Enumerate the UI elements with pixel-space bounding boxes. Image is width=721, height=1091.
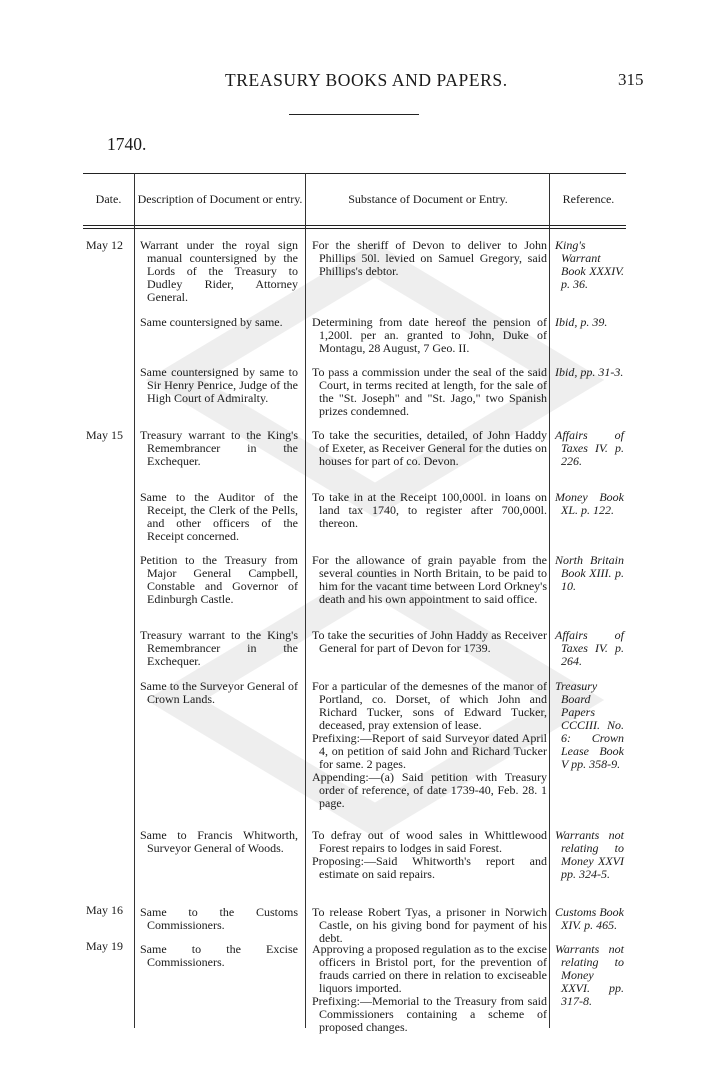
entry-description: Same to the Auditor of the Receipt, the Clerk of the Pells, and other officers of the Receipt concerned. — [140, 490, 298, 543]
column-header-description: Description of Document or entry. — [137, 191, 303, 206]
entry-description: Treasury warrant to the King's Remembrancer in the Exchequer. — [140, 628, 298, 668]
entry-reference: Affairs of Taxes IV. p. 226. — [555, 428, 624, 468]
entries-table — [83, 173, 626, 1034]
year-heading: 1740. — [107, 134, 147, 154]
entry-reference: North Britain Book XIII. p. 10. — [555, 553, 624, 593]
entry-substance: Determining from date hereof the pension of 1,200l. per an. granted to John, Duke of Montagu, 28 August, 7 Geo. II. — [312, 315, 547, 355]
entry-substance: For the allowance of grain payable from the several counties in North Britain, to be paid to him for the vacant time between Lord Orkney's death and his own appointment to said office. — [312, 553, 547, 606]
entry-substance: Approving a proposed regulation as to the excise officers in Bristol port, for the prevention of frauds carried on there in relation to exciseable liquors imported. Prefixing:—Memorial to the Treasury from said Commissioners containing a scheme of proposed changes. — [312, 942, 547, 1034]
entry-date: May 16 — [86, 903, 123, 917]
entry-description: Same to the Surveyor General of Crown Lands. — [140, 679, 298, 706]
entry-reference: Affairs of Taxes IV. p. 264. — [555, 628, 624, 668]
entry-substance: To release Robert Tyas, a prisoner in Norwich Castle, on his giving bond for payment of his debt. — [312, 905, 547, 945]
entry-reference: Money Book XL. p. 122. — [555, 490, 624, 517]
column-divider — [305, 173, 306, 1028]
entry-description: Same countersigned by same. — [140, 315, 283, 329]
entry-description: Warrant under the royal sign manual countersigned by the Lords of the Treasury to Dudley Rider, Attorney General. — [140, 238, 298, 304]
entry-date: May 19 — [86, 939, 123, 953]
entry-reference: King's Warrant Book XXXIV. p. 36. — [555, 238, 624, 291]
entry-substance: To defray out of wood sales in Whittlewood Forest repairs to lodges in said Forest. Proposing:—Said Whitworth's report and estimate on said repairs. — [312, 828, 547, 881]
header-rule — [289, 114, 419, 115]
entry-description: Same countersigned by same to Sir Henry Penrice, Judge of the High Court of Admiralty. — [140, 365, 298, 405]
page-number: 315 — [618, 70, 644, 89]
header-rule-2 — [83, 228, 626, 229]
column-header-reference: Reference. — [562, 191, 615, 206]
entry-description: Petition to the Treasury from Major General Campbell, Constable and Governor of Edinburgh Castle. — [140, 553, 298, 606]
column-divider — [134, 173, 135, 1028]
entry-reference: Warrants not relating to Money XXVI. pp. 317-8. — [555, 942, 624, 1008]
column-divider — [549, 173, 550, 1028]
entry-description: Same to Francis Whitworth, Surveyor General of Woods. — [140, 828, 298, 855]
entry-description: Same to the Customs Commissioners. — [140, 905, 298, 932]
entry-substance: To take in at the Receipt 100,000l. in loans on land tax 1740, to register after 700,000l. thereon. — [312, 490, 547, 530]
header-rule-1 — [83, 225, 626, 226]
entry-date: May 15 — [86, 428, 123, 442]
entry-substance: For the sheriff of Devon to deliver to John Phillips 50l. levied on Samuel Gregory, said Phillips's debtor. — [312, 238, 547, 278]
entry-substance: To take the securities, detailed, of John Haddy of Exeter, as Receiver General for the duties on houses for part of co. Devon. — [312, 428, 547, 468]
column-header-substance: Substance of Document or Entry. — [348, 191, 508, 206]
entry-substance: To pass a commission under the seal of the said Court, in terms recited at length, for the sale of the "St. Joseph" and "St. Jago," two Spanish prizes condemned. — [312, 365, 547, 418]
entry-description: Treasury warrant to the King's Remembrancer in the Exchequer. — [140, 428, 298, 468]
page-title: TREASURY BOOKS AND PAPERS. — [225, 70, 508, 90]
entry-reference: Ibid, p. 39. — [555, 315, 608, 329]
entry-reference: Customs Book XIV. p. 465. — [555, 905, 624, 932]
column-header-date: Date. — [95, 191, 122, 206]
entry-reference: Warrants not relating to Money XXVI pp. 324-5. — [555, 828, 624, 881]
entry-substance: To take the securities of John Haddy as Receiver General for part of Devon for 1739. — [312, 628, 547, 655]
entry-reference: Ibid, pp. 31-3. — [555, 365, 624, 379]
entry-date: May 12 — [86, 238, 123, 252]
entry-description: Same to the Excise Commissioners. — [140, 942, 298, 969]
entry-reference: Treasury Board Papers CCCIII. No. 6: Crown Lease Book V pp. 358-9. — [555, 679, 624, 771]
entry-substance: For a particular of the demesnes of the manor of Portland, co. Dorset, of which John and Richard Tucker, sons of Edward Tucker, deceased, pray extension of lease. Prefixing:—Report of said Surveyor dated April 4, on petition of said John and Richard Tucker for same. 2 pages. Appending:—(a) Said petition with Treasury order of reference, of date 1739-40, Feb. 28. 1 page. — [312, 679, 547, 810]
